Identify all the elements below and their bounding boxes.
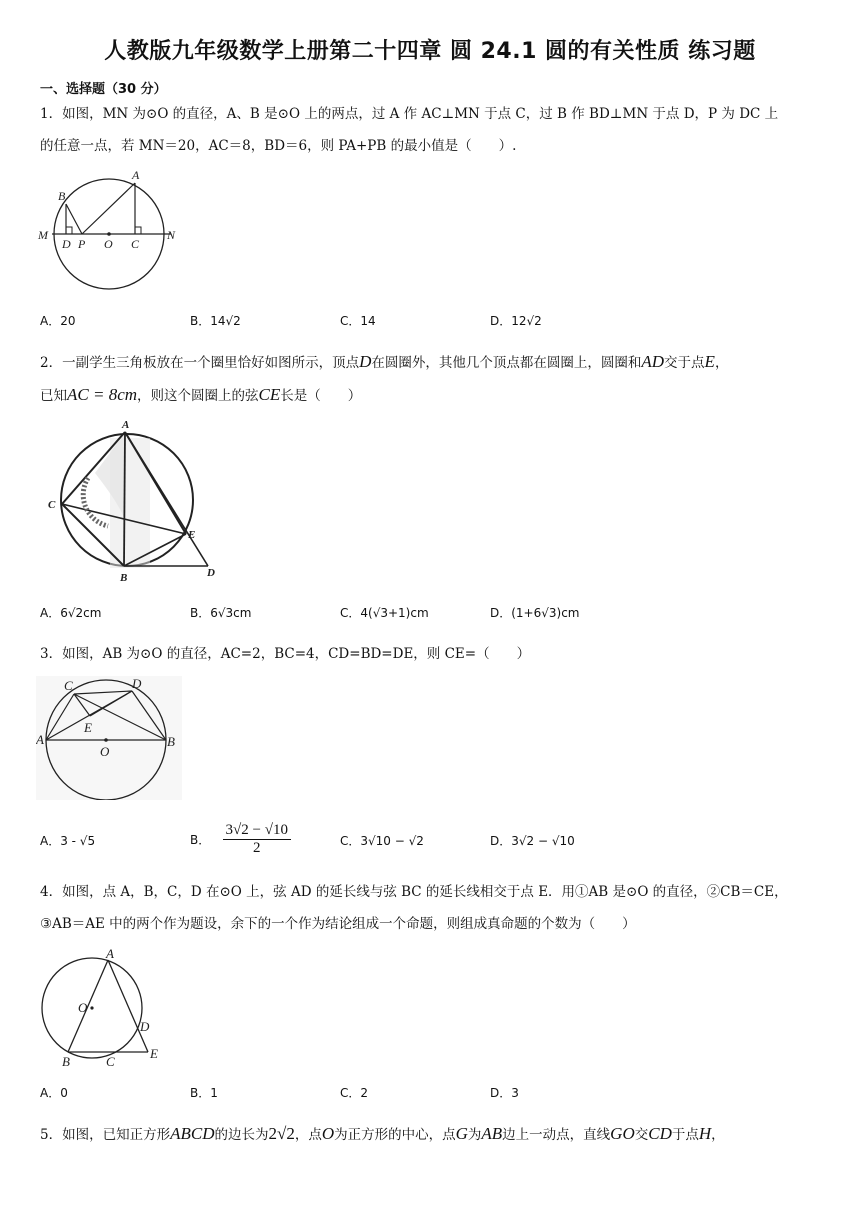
label-n: N [167, 228, 176, 242]
label-e: E [84, 720, 92, 735]
question-1-options [40, 312, 830, 342]
label-a: A [36, 732, 44, 747]
option-b[interactable]: B．1 [190, 1086, 218, 1100]
label-c: C [64, 678, 73, 693]
label-c: C [131, 237, 140, 251]
question-2-text [40, 346, 830, 412]
question-1-figure [36, 168, 196, 298]
option-d[interactable]: D．12√2 [490, 314, 542, 328]
question-1-line-2: 的任意一点，若 MN＝20，AC＝8，BD＝6，则 PA+PB 的最小值是（ ）. [40, 138, 517, 154]
question-4-figure [36, 946, 172, 1072]
option-a[interactable]: A．6√2cm [40, 606, 102, 620]
option-d[interactable]: D．(1+6√3)cm [490, 606, 580, 620]
label-d: D [140, 1019, 150, 1034]
question-3-options [40, 822, 830, 868]
label-d: D [62, 237, 71, 251]
label-c: C [48, 499, 56, 511]
label-o: O [104, 237, 113, 251]
label-m: M [38, 228, 48, 242]
section-heading: 一、选择题（30 分） [40, 82, 167, 97]
question-1-text [40, 98, 830, 162]
question-2-figure [40, 418, 230, 590]
question-2-line-2: 已知AC = 8cm，则这个圆圈上的弦CE长是（ ） [40, 385, 362, 404]
option-a[interactable]: A．0 [40, 1086, 68, 1100]
question-3-figure [36, 676, 182, 800]
option-c[interactable]: C．4(√3+1)cm [340, 606, 429, 620]
label-a: A [122, 419, 130, 431]
label-o: O [78, 1000, 88, 1015]
option-a[interactable]: A．3 - √5 [40, 834, 96, 848]
question-2-options [40, 604, 830, 634]
label-d: D [132, 676, 142, 691]
option-c[interactable]: C．14 [340, 314, 376, 328]
option-b[interactable]: B．14√2 [190, 314, 241, 328]
option-c[interactable]: C．3√10 − √2 [340, 834, 424, 848]
label-b: B [62, 1054, 70, 1069]
question-3-text [40, 638, 830, 670]
question-4-options [40, 1084, 830, 1114]
page-title: 人教版九年级数学上册第二十四章 圆 24.1 圆的有关性质 练习题 [104, 39, 756, 64]
label-d: D [207, 567, 215, 579]
question-1-line-1: 1．如图，MN 为⊙O 的直径，A、B 是⊙O 上的两点，过 A 作 AC⊥MN 于点 C，过 B 作 BD⊥MN 于点 D，P 为 DC 上 [40, 106, 779, 122]
question-5-text [40, 1118, 830, 1151]
label-o: O [100, 744, 110, 759]
option-a[interactable]: A．20 [40, 314, 76, 328]
label-p: P [78, 237, 86, 251]
question-5-line-1: 5．如图，已知正方形ABCD的边长为2√2，点O为正方形的中心，点G为AB边上一动点，直线GO交CD于点H， [40, 1124, 725, 1143]
label-e: E [188, 529, 196, 541]
option-c[interactable]: C．2 [340, 1086, 369, 1100]
label-b: B [120, 572, 128, 584]
option-b[interactable]: B． $\frac{3√2 - √10}{2}$ [190, 822, 291, 857]
question-4-line-1: 4．如图，点 A，B，C，D 在⊙O 上，弦 AD 的延长线与弦 BC 的延长线相交于点 E．用①AB 是⊙O 的直径，②CB＝CE， [40, 884, 788, 900]
option-d[interactable]: D．3√2 − √10 [490, 834, 575, 848]
question-4-text [40, 876, 830, 940]
option-d[interactable]: D．3 [490, 1086, 519, 1100]
question-2-line-1: 2．一副学生三角板放在一个圈里恰好如图所示，顶点D在圆圈外，其他几个顶点都在圆圈上，圆圈和AD交于点E， [40, 352, 729, 371]
option-b[interactable]: B．6√3cm [190, 606, 252, 620]
label-a: A [106, 946, 114, 961]
label-c: C [106, 1054, 115, 1069]
question-3-line-1: 3．如图，AB 为⊙O 的直径，AC=2，BC=4，CD=BD=DE，则 CE=（ ） [40, 646, 531, 662]
label-e: E [150, 1046, 158, 1061]
question-4-line-2: ③AB＝AE 中的两个作为题设，余下的一个作为结论组成一个命题，则组成真命题的个数为（ ） [40, 916, 636, 932]
label-b: B [58, 189, 66, 203]
label-a: A [132, 168, 140, 182]
label-b: B [167, 734, 175, 749]
